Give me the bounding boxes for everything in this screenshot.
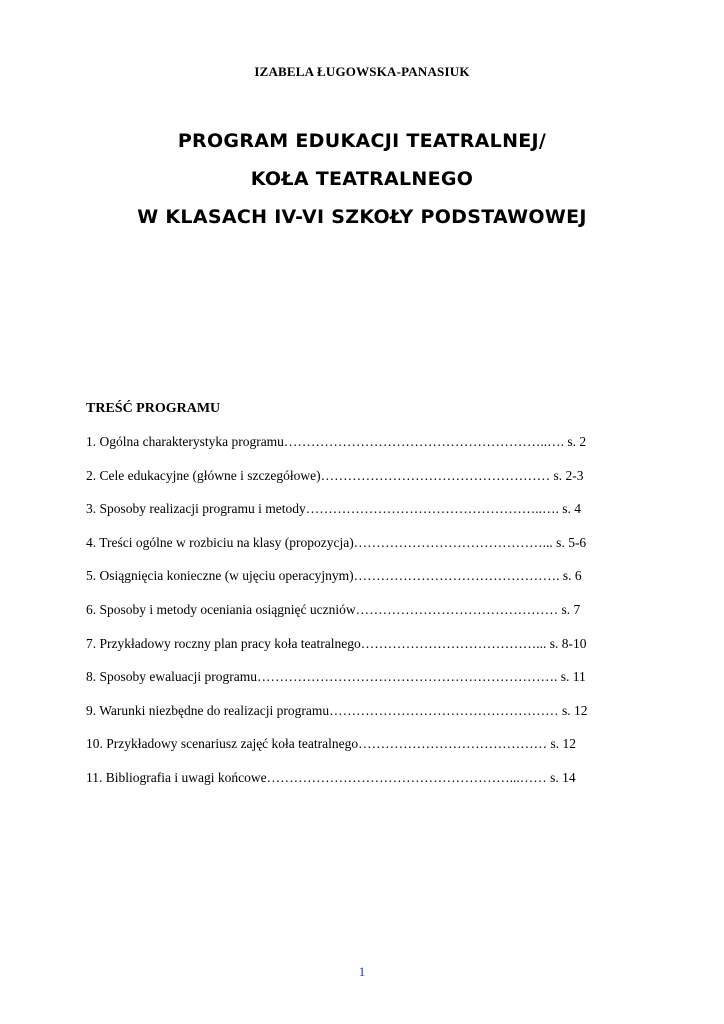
toc-item: 8. Sposoby ewaluacji programu…………………………………………………………. s. 11 [86, 669, 586, 685]
page-number: 1 [358, 964, 366, 979]
toc-item: 7. Przykładowy roczny plan pracy koła teatralnego…………………………………... s. 8-10 [86, 635, 587, 651]
toc-item: 3. Sposoby realizacji programu i metody……………………………………………..…. s. 4 [86, 501, 581, 517]
document-title [0, 122, 724, 236]
toc-heading: TREŚĆ PROGRAMU [86, 401, 221, 416]
title-line-3: W KLASACH IV-VI SZKOŁY PODSTAWOWEJ [137, 206, 587, 228]
toc-item: 11. Bibliografia i uwagi końcowe………………………………………………...…… s. 14 [86, 769, 576, 785]
table-of-contents [86, 432, 587, 802]
author-name: IZABELA ŁUGOWSKA-PANASIUK [254, 64, 470, 79]
toc-item: 5. Osiągnięcia konieczne (w ujęciu operacyjnym)………………………………………. s. 6 [86, 568, 582, 584]
toc-item: 10. Przykładowy scenariusz zajęć koła teatralnego…………………………………… s. 12 [86, 736, 577, 752]
toc-item: 1. Ogólna charakterystyka programu…………………………………………………..…. s. 2 [86, 434, 587, 449]
toc-item: 4. Treści ogólne w rozbiciu na klasy (propozycja)……………………………………... s. 5-6 [86, 534, 587, 550]
toc-item: 2. Cele edukacyjne (główne i szczegółowe)…………………………………………… s. 2-3 [86, 467, 584, 483]
toc-item: 9. Warunki niezbędne do realizacji programu…………………………………………… s. 12 [86, 702, 588, 718]
toc-item: 6. Sposoby i metody oceniania osiągnięć uczniów……………………………………… s. 7 [86, 601, 581, 617]
title-line-1: PROGRAM EDUKACJI TEATRALNEJ/ [177, 130, 547, 152]
title-line-2: KOŁA TEATRALNEGO [250, 168, 474, 190]
